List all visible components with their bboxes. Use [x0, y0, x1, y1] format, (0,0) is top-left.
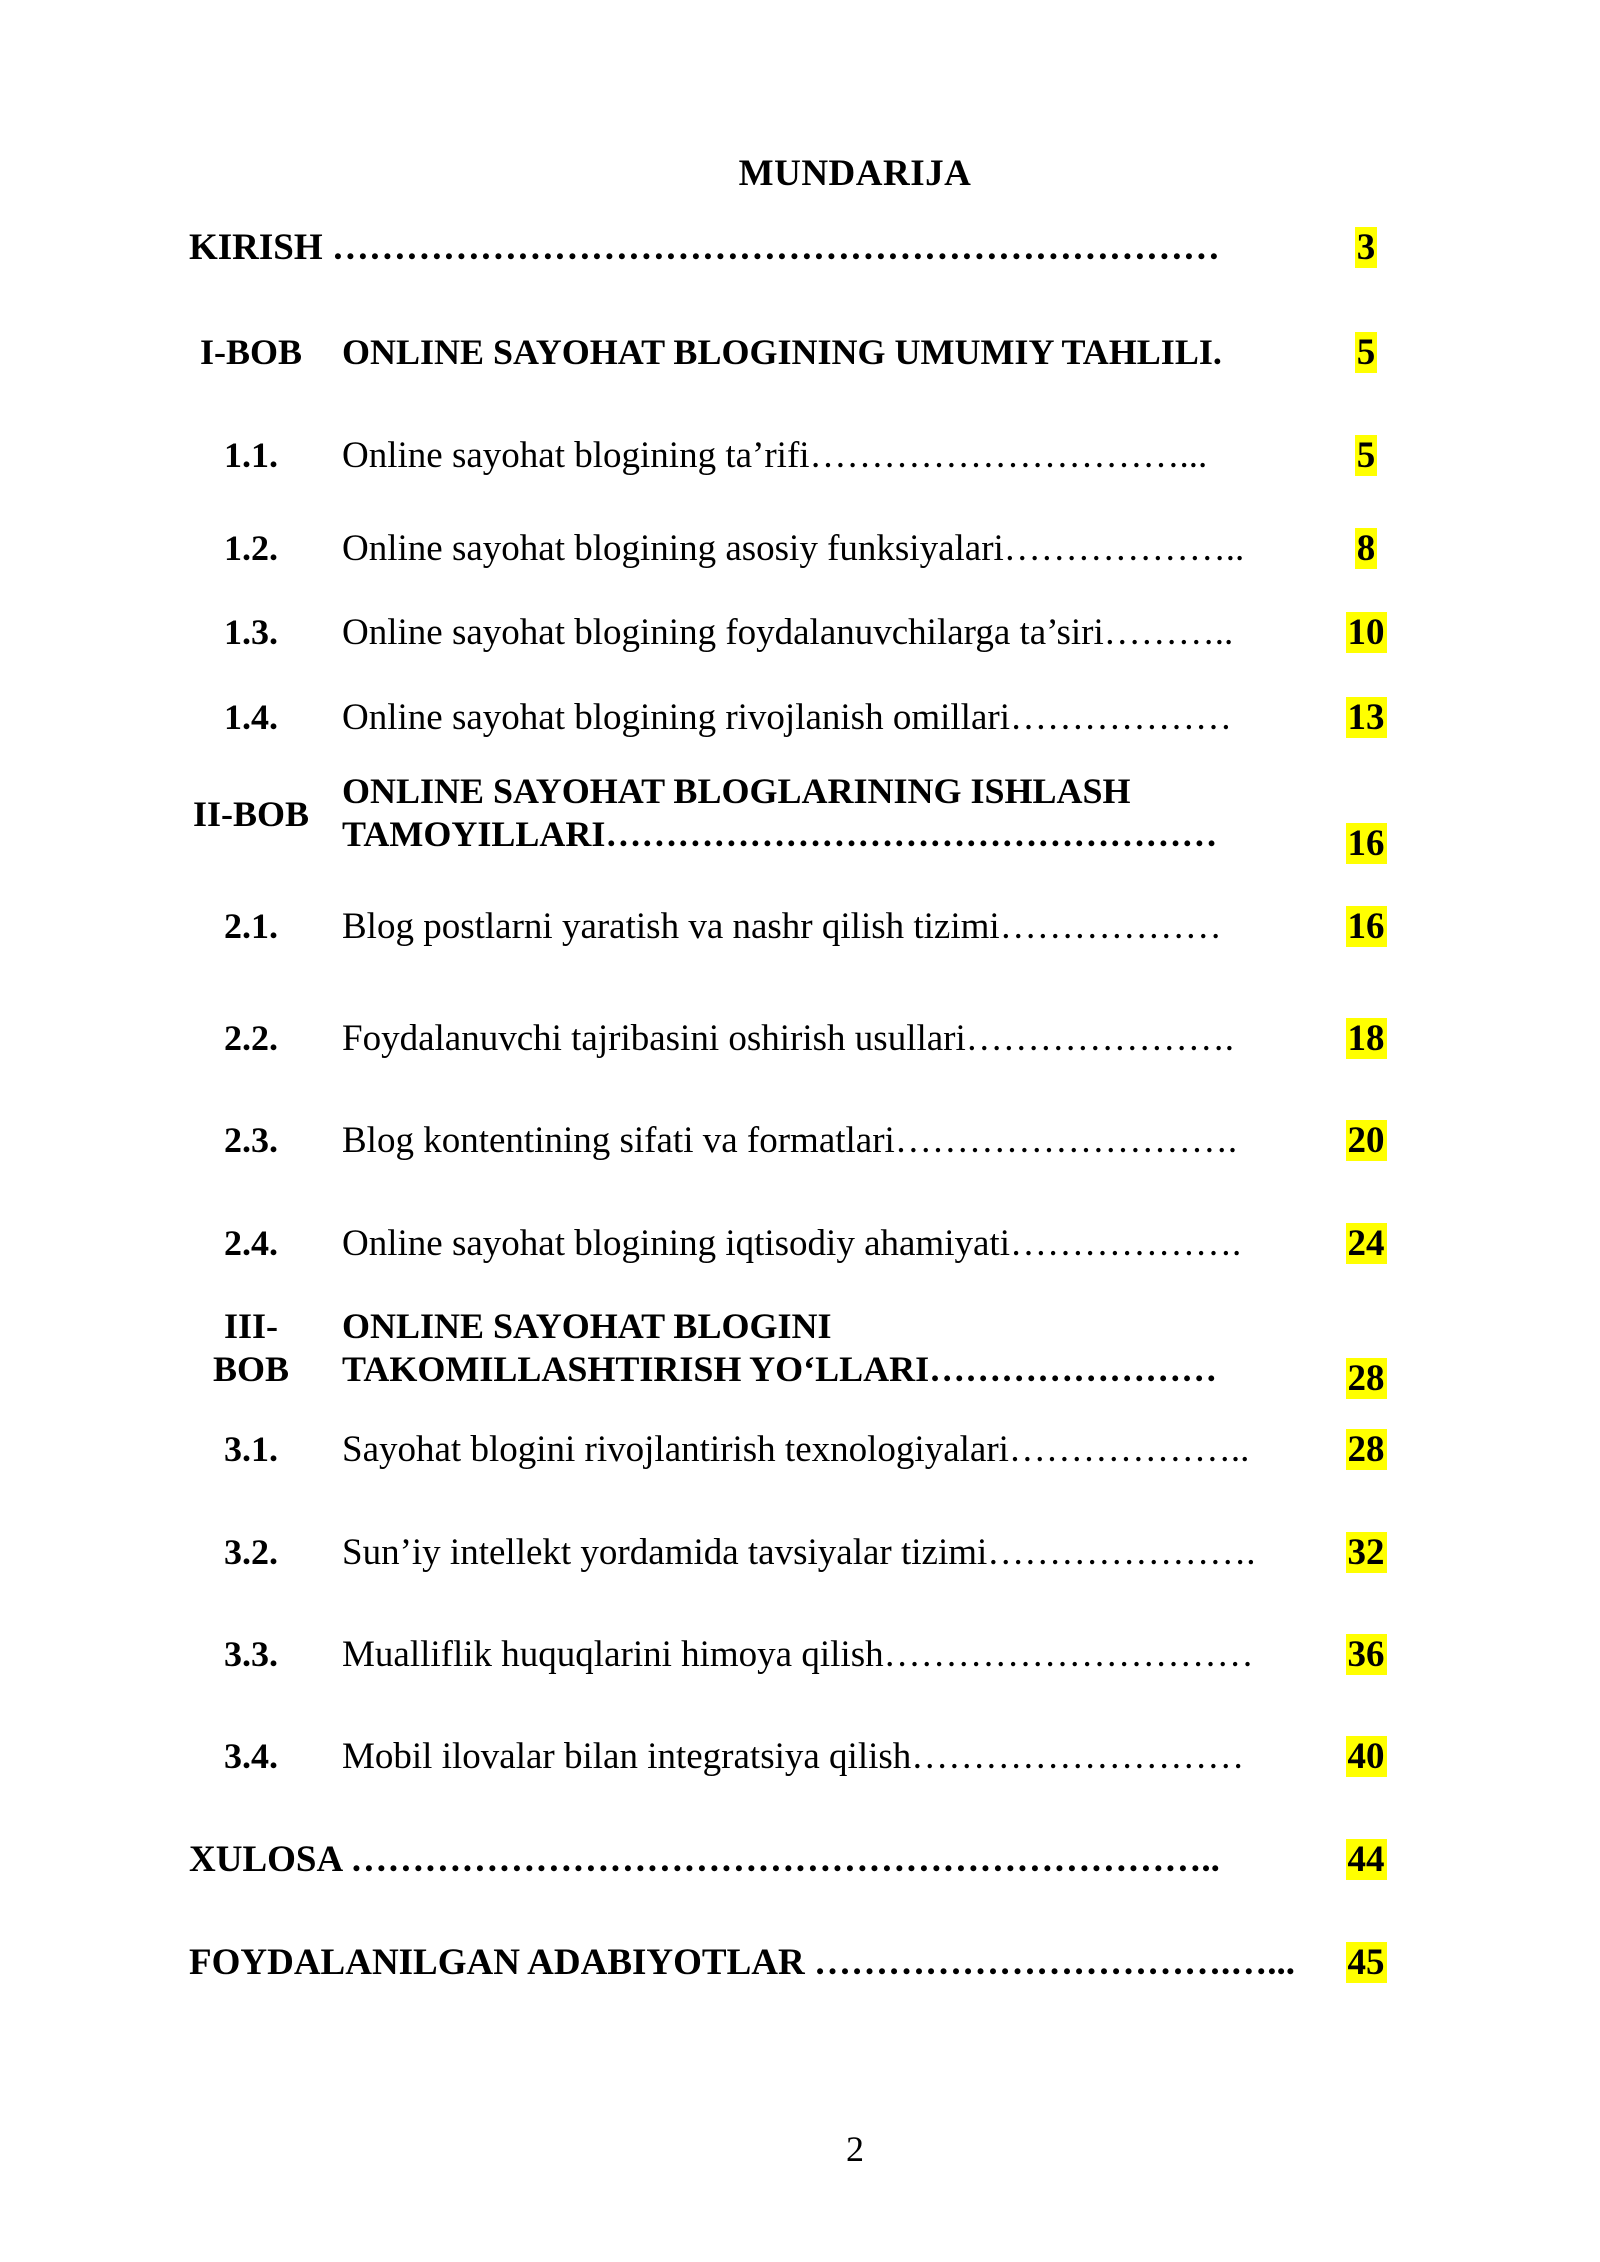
- toc-page-number: 18: [1347, 1018, 1385, 1059]
- toc-entry-text-line-2: TAMOYILLARI……………………………………………: [342, 814, 1218, 854]
- toc-entry-text: Mualliflik huquqlarini himoya qilish…………………………: [342, 1634, 1254, 1675]
- toc-entry-text: KIRISH ………………………………………………………………: [189, 227, 1220, 268]
- toc-page-number: 16: [1347, 823, 1385, 864]
- toc-entry-text: Online sayohat blogining rivojlanish omillari………………: [342, 697, 1232, 738]
- toc-section-number: 3.1.: [224, 1429, 278, 1469]
- toc-section-number: 1.2.: [224, 528, 278, 568]
- toc-section-number: 2.2.: [224, 1018, 278, 1058]
- toc-entry-text: Online sayohat blogining asosiy funksiyalari………………..: [342, 528, 1245, 569]
- page-number: 2: [846, 2129, 864, 2169]
- toc-entry-text-line-2: TAKOMILLASHTIRISH YO‘LLARI……………………: [342, 1349, 1218, 1389]
- toc-entry-text-line-1: ONLINE SAYOHAT BLOGLARINING ISHLASH: [342, 771, 1131, 811]
- toc-page-number: 16: [1347, 906, 1385, 947]
- toc-section-number: 3.4.: [224, 1736, 278, 1776]
- toc-section-number: 1.1.: [224, 435, 278, 475]
- toc-section-number: 2.3.: [224, 1120, 278, 1160]
- toc-chapter-number: II-BOB: [192, 794, 310, 834]
- toc-entry-text: [342, 770, 1217, 856]
- toc-entry-text: Blog postlarni yaratish va nashr qilish tizimi………………: [342, 906, 1222, 947]
- toc-section-number: 3.3.: [224, 1634, 278, 1674]
- toc-entry-text: Sun’iy intellekt yordamida tavsiyalar tizimi………………….: [342, 1532, 1256, 1573]
- toc-page-number: 28: [1347, 1429, 1385, 1470]
- toc-entry-text: Online sayohat blogining ta’rifi…………………………...: [342, 435, 1208, 476]
- toc-page-number: 5: [1356, 435, 1376, 476]
- toc-entry-text: Online sayohat blogining iqtisodiy ahamiyati……………….: [342, 1223, 1242, 1264]
- toc-section-number: 2.1.: [224, 906, 278, 946]
- toc-page-number: 32: [1347, 1532, 1385, 1573]
- toc-title: MUNDARIJA: [738, 153, 972, 194]
- toc-entry-text: FOYDALANILGAN ADABIYOTLAR …………………………….…...: [189, 1942, 1295, 1983]
- toc-entry-text: [342, 1305, 1217, 1391]
- toc-section-number: 1.3.: [224, 612, 278, 652]
- toc-page-number: 20: [1347, 1120, 1385, 1161]
- toc-chapter-number: I-BOB: [199, 332, 303, 372]
- toc-chapter-number: III- BOB: [212, 1306, 290, 1389]
- toc-section-number: 1.4.: [224, 697, 278, 737]
- toc-entry-text: Blog kontentining sifati va formatlari……………………….: [342, 1120, 1238, 1161]
- toc-section-number: 3.2.: [224, 1532, 278, 1572]
- toc-page-number: 8: [1356, 528, 1376, 569]
- toc-page-number: 5: [1356, 332, 1376, 373]
- toc-page-number: 36: [1347, 1634, 1385, 1675]
- toc-page-number: 3: [1356, 227, 1376, 268]
- toc-entry-text: Mobil ilovalar bilan integratsiya qilish………………………: [342, 1736, 1245, 1777]
- toc-page-number: 28: [1347, 1358, 1385, 1399]
- toc-page-number: 10: [1347, 612, 1385, 653]
- toc-entry-text: Sayohat blogini rivojlantirish texnologiyalari………………..: [342, 1429, 1250, 1470]
- toc-page-number: 44: [1347, 1839, 1385, 1880]
- toc-section-number: 2.4.: [224, 1223, 278, 1263]
- toc-entry-text: ONLINE SAYOHAT BLOGINING UMUMIY TAHLILI.: [342, 332, 1222, 372]
- toc-entry-text-line-1: ONLINE SAYOHAT BLOGINI: [342, 1306, 832, 1346]
- toc-entry-text: Foydalanuvchi tajribasini oshirish usullari………………….: [342, 1018, 1235, 1059]
- toc-page-number: 24: [1347, 1223, 1385, 1264]
- toc-page-number: 45: [1347, 1942, 1385, 1983]
- toc-page-number: 40: [1347, 1736, 1385, 1777]
- toc-page-number: 13: [1347, 697, 1385, 738]
- toc-entry-text: XULOSA ……………………………………………………………..: [189, 1839, 1220, 1880]
- toc-entry-text: Online sayohat blogining foydalanuvchilarga ta’siri………..: [342, 612, 1234, 653]
